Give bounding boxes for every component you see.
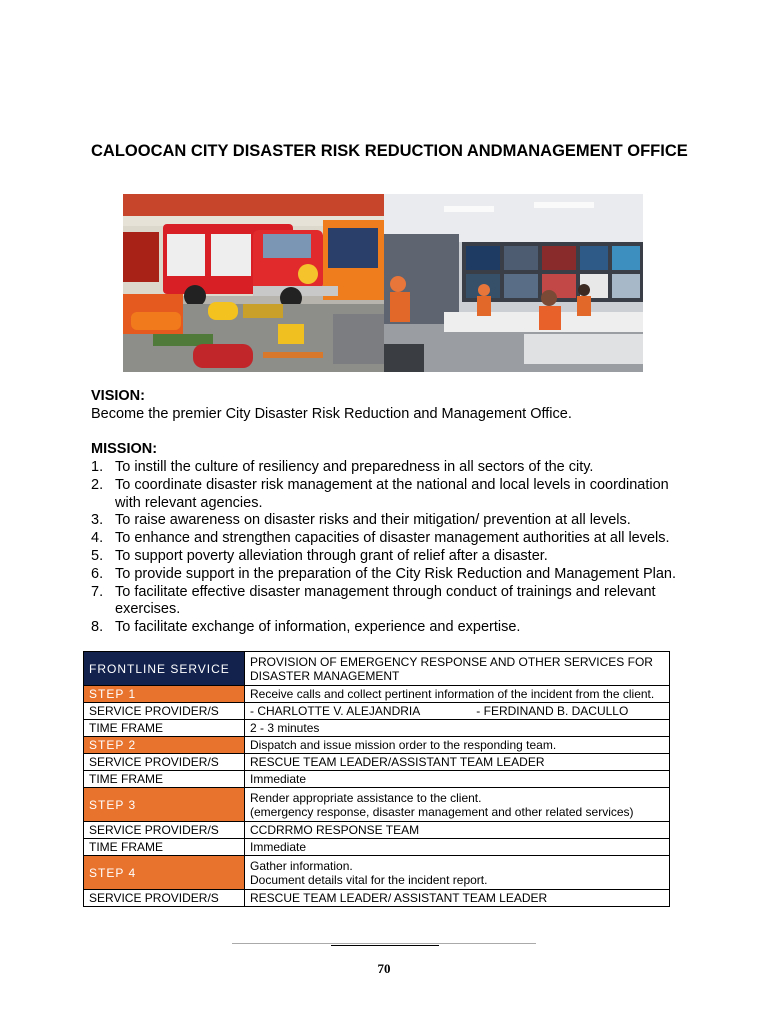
step-label: STEP 4 xyxy=(84,856,245,890)
footer-rule-accent xyxy=(331,945,439,946)
mission-item-text: To facilitate effective disaster management through conduct of trainings and relevant exercises. xyxy=(115,583,656,618)
mission-item xyxy=(91,548,681,566)
table-row xyxy=(84,856,670,890)
step-description xyxy=(245,856,670,890)
mission-item-number: 7. xyxy=(91,583,104,600)
mission-heading: MISSION: xyxy=(91,441,158,457)
mission-item-text: To raise awareness on disaster risks and their mitigation/ prevention at all levels. xyxy=(115,512,631,529)
row-label: TIME FRAME xyxy=(84,839,245,856)
mission-item-text: To enhance and strengthen capacities of disaster management authorities at all levels. xyxy=(115,530,670,547)
mission-item-number: 3. xyxy=(91,512,104,529)
page-number: 70 xyxy=(377,961,391,976)
step-label: STEP 3 xyxy=(84,788,245,822)
mission-item-text: To instill the culture of resiliency and preparedness in all sectors of the city. xyxy=(115,459,594,475)
step-label: STEP 1 xyxy=(84,686,245,703)
mission-item-number: 8. xyxy=(91,619,104,636)
table-row xyxy=(84,771,670,788)
table-row xyxy=(84,737,670,754)
vision-heading: VISION: xyxy=(91,388,145,404)
step-description-line: Document details vital for the incident report. xyxy=(250,872,488,887)
table-row xyxy=(84,720,670,737)
step-description: Dispatch and issue mission order to the responding team. xyxy=(245,737,670,754)
row-value: Immediate xyxy=(245,839,670,856)
frontline-service-table xyxy=(83,651,670,907)
mission-item xyxy=(91,619,681,637)
step-description-line: (emergency response, disaster management and other related services) xyxy=(250,804,634,819)
mission-item-number: 1. xyxy=(91,459,104,475)
row-label: TIME FRAME xyxy=(84,771,245,788)
mission-item-number: 4. xyxy=(91,530,104,547)
row-value: Immediate xyxy=(245,771,670,788)
service-provider-name: - FERDINAND B. DACULLO xyxy=(476,704,629,718)
mission-item-number: 2. xyxy=(91,476,104,493)
frontline-service-label: FRONTLINE SERVICE xyxy=(84,652,245,686)
table-row xyxy=(84,822,670,839)
step-label: STEP 2 xyxy=(84,737,245,754)
mission-item xyxy=(91,584,681,620)
table-row xyxy=(84,890,670,907)
mission-list xyxy=(91,459,681,637)
mission-item xyxy=(91,530,681,548)
row-label: SERVICE PROVIDER/S xyxy=(84,703,245,720)
mission-item xyxy=(91,477,681,513)
mission-item-text: To coordinate disaster risk management at the national and local levels in coordination with relevant agencies. xyxy=(115,476,669,511)
step-description: Receive calls and collect pertinent information of the incident from the client. xyxy=(245,686,670,703)
row-value: CCDRRMO RESPONSE TEAM xyxy=(245,822,670,839)
row-value xyxy=(245,703,670,720)
row-label: SERVICE PROVIDER/S xyxy=(84,754,245,771)
mission-item xyxy=(91,566,681,584)
mission-item-number: 6. xyxy=(91,565,104,582)
fire-truck-photo xyxy=(123,194,384,372)
mission-item-text: To provide support in the preparation of the City Risk Reduction and Management Plan. xyxy=(115,565,676,582)
mission-item-text: To support poverty alleviation through grant of relief after a disaster. xyxy=(115,547,548,564)
mission-item-number: 5. xyxy=(91,547,104,564)
table-row xyxy=(84,754,670,771)
table-row xyxy=(84,652,670,686)
row-label: TIME FRAME xyxy=(84,720,245,737)
row-label: SERVICE PROVIDER/S xyxy=(84,822,245,839)
step-description xyxy=(245,788,670,822)
frontline-service-value: PROVISION OF EMERGENCY RESPONSE AND OTHER SERVICES FOR DISASTER MANAGEMENT xyxy=(245,652,670,686)
row-value: RESCUE TEAM LEADER/ ASSISTANT TEAM LEADER xyxy=(245,890,670,907)
step-description-line: Gather information. xyxy=(250,858,353,873)
mission-item xyxy=(91,512,681,530)
row-value: RESCUE TEAM LEADER/ASSISTANT TEAM LEADER xyxy=(245,754,670,771)
row-value: 2 - 3 minutes xyxy=(245,720,670,737)
operations-center-photo xyxy=(384,194,643,372)
table-row xyxy=(84,839,670,856)
table-row xyxy=(84,703,670,720)
step-description-line: Render appropriate assistance to the client. xyxy=(250,790,482,805)
vision-statement: Become the premier City Disaster Risk Reduction and Management Office. xyxy=(91,406,572,422)
mission-item-text: To facilitate exchange of information, experience and expertise. xyxy=(115,619,521,636)
page-title: CALOOCAN CITY DISASTER RISK REDUCTION ANDMANAGEMENT OFFICE xyxy=(91,142,688,160)
mission-item xyxy=(91,459,681,477)
table-row xyxy=(84,788,670,822)
footer-rule xyxy=(232,943,536,944)
service-provider-name: - CHARLOTTE V. ALEJANDRIA xyxy=(250,704,421,718)
table-row xyxy=(84,686,670,703)
row-label: SERVICE PROVIDER/S xyxy=(84,890,245,907)
